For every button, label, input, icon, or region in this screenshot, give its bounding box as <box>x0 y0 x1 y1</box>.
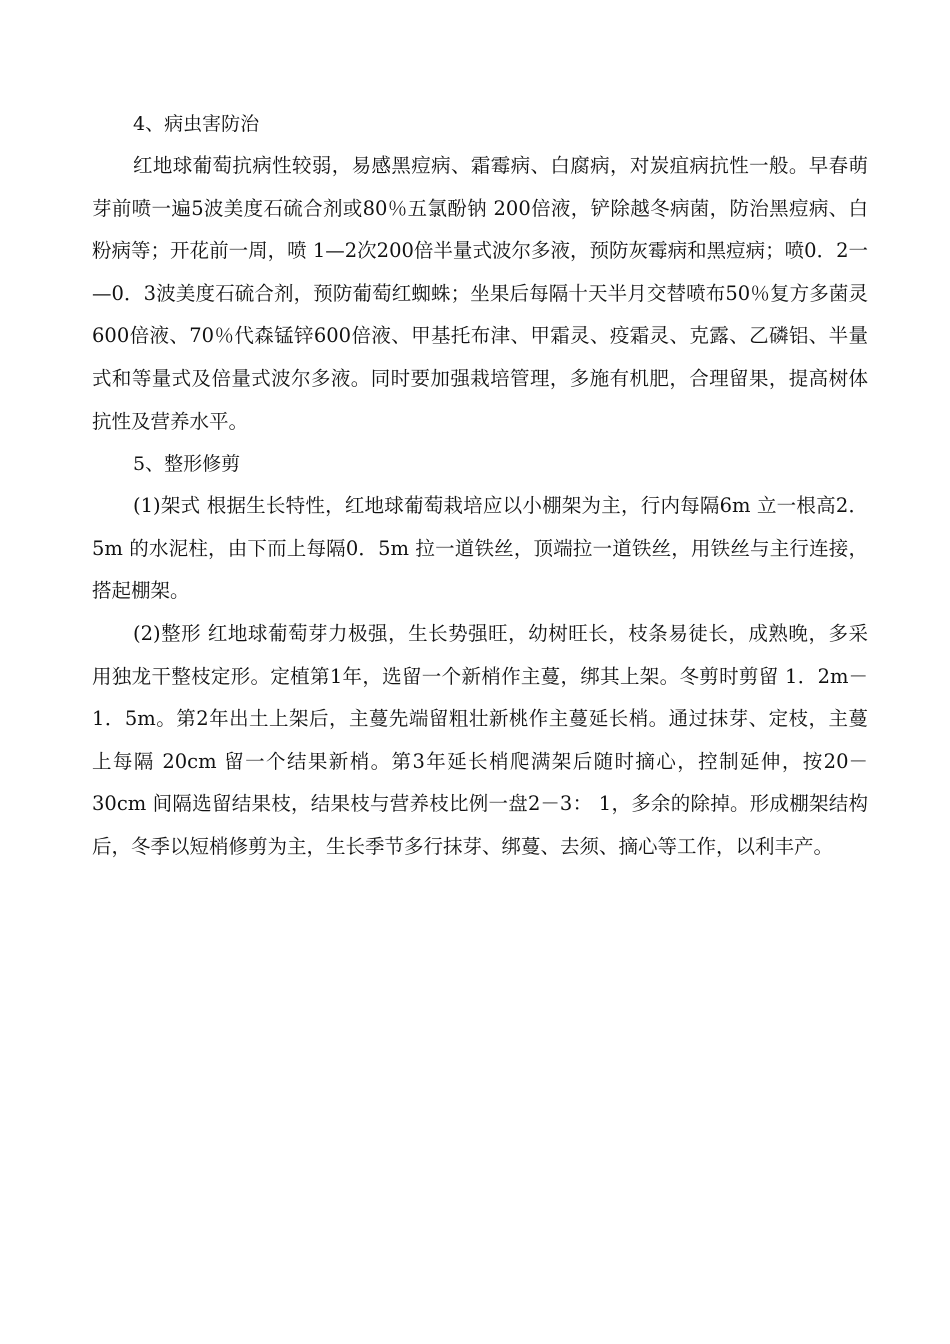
section-heading-pruning: 5、整形修剪 <box>133 453 241 476</box>
paragraph-pest-control: 红地球葡萄抗病性较弱，易感黑痘病、霜霉病、白腐病，对炭疽病抗性一般。早春萌芽前喷一遍5波美度石硫合剂或80％五氯酚钠 200倍液，铲除越冬病菌，防治黑痘病、白粉病等；开花前一周，喷 1—2次200倍半量式波尔多液，预防灰霉病和黑痘病；喷0．2一—0．3波美度石硫合剂，预防葡萄红蜘蛛；坐果后每隔十天半月交替喷布50％复方多菌灵600倍液、70％代森锰锌600倍液、甲基托布津、甲霜灵、疫霜灵、克露、乙磷铝、半量式和等量式及倍量式波尔多液。同时要加强栽培管理，多施有机肥，合理留果，提高树体抗性及营养水平。 <box>92 154 868 433</box>
paragraph-trellis-type: (1)架式 根据生长特性，红地球葡萄栽培应以小棚架为主，行内每隔6m 立一根高2．5m 的水泥柱，由下而上每隔0．5m 拉一道铁丝，顶端拉一道铁丝，用铁丝与主行连接，搭起棚架。 <box>92 494 868 603</box>
section-heading-pest-control: 4、病虫害防治 <box>133 113 260 135</box>
document-body <box>92 103 868 869</box>
paragraph-training: (2)整形 红地球葡萄芽力极强，生长势强旺，幼树旺长，枝条易徒长，成熟晚，多采用独龙干整枝定形。定植第1年，选留一个新梢作主蔓，绑其上架。冬剪时剪留 1．2m－1．5m。第2年出土上架后，主蔓先端留粗壮新桃作主蔓延长梢。通过抹芽、定枝，主蔓上每隔 20cm 留一个结果新梢。第3年延长梢爬满架后随时摘心，控制延伸，按20－30cm 间隔选留结果枝，结果枝与营养枝比例一盘2－3： 1，多余的除掉。形成棚架结构后，冬季以短梢修剪为主，生长季节多行抹芽、绑蔓、去须、摘心等工作，以利丰产。 <box>92 621 868 858</box>
